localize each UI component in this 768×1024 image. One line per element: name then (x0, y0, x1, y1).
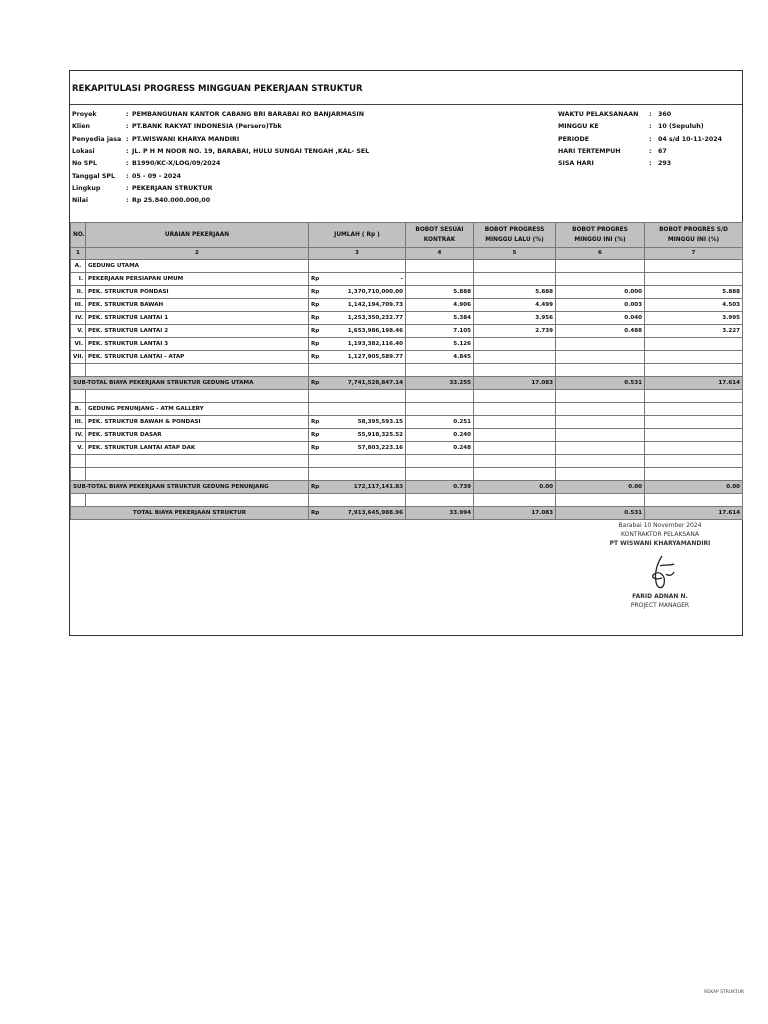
row-number: IV. (71, 312, 86, 325)
row-number: III. (71, 416, 86, 429)
sign-position: PROJECT MANAGER (630, 602, 690, 609)
bobot-lalu: 17.083 (474, 507, 556, 520)
empty-cell (474, 260, 556, 273)
amount-cell (309, 481, 406, 494)
info-value: 360 (658, 111, 672, 118)
empty-cell (86, 468, 309, 481)
table-row (71, 455, 743, 468)
signature-block (590, 521, 730, 610)
info-value: JL. P H M NOOR NO. 19, BARABAI, HULU SUNGAI TENGAH ,KAL- SEL (132, 147, 370, 155)
progress-table (70, 222, 743, 520)
header-bobot-sd: BOBOT PROGRES S/D MINGGU INI (%) (645, 223, 743, 248)
bobot-ini: 0.003 (556, 299, 645, 312)
report-title: REKAPITULASI PROGRESS MINGGUAN PEKERJAAN STRUKTUR (70, 71, 742, 105)
amount-value: 55,918,325.52 (357, 431, 403, 438)
info-value: 04 s/d 10-11-2024 (658, 135, 722, 143)
table-row (71, 260, 743, 273)
bobot-ini (556, 416, 645, 429)
row-name: PEK. STRUKTUR LANTAI 2 (86, 325, 309, 338)
bobot-sd: 5.888 (645, 286, 743, 299)
info-key: No SPL (72, 160, 97, 168)
table-row (71, 312, 743, 325)
empty-cell (556, 403, 645, 416)
empty-cell (474, 455, 556, 468)
empty-cell (645, 455, 743, 468)
empty-cell (309, 455, 406, 468)
info-key: Lokasi (72, 147, 95, 155)
table-row (71, 507, 743, 520)
empty-cell (406, 260, 474, 273)
table-row (71, 248, 743, 260)
currency-label: Rp (311, 301, 320, 308)
amount-cell (309, 325, 406, 338)
info-row (72, 185, 522, 196)
bobot-lalu (474, 338, 556, 351)
info-row (558, 160, 738, 171)
empty-cell (71, 390, 86, 403)
amount-value: 58,395,593.15 (357, 418, 403, 425)
row-name: PEK. STRUKTUR LANTAI 3 (86, 338, 309, 351)
amount-cell (309, 442, 406, 455)
section-label: GEDUNG UTAMA (86, 260, 309, 273)
info-value: Rp 25.840.000.000,00 (132, 197, 211, 205)
bobot-ini: 0.040 (556, 312, 645, 325)
row-number: V. (71, 442, 86, 455)
row-name: PEK. STRUKTUR PONDASI (86, 286, 309, 299)
empty-cell (86, 494, 309, 507)
section-label: GEDUNG PENUNJANG - ATM GALLERY (86, 403, 309, 416)
bobot-lalu: 17.083 (474, 377, 556, 390)
currency-label: Rp (311, 444, 320, 451)
bobot-sd (645, 442, 743, 455)
empty-cell (309, 494, 406, 507)
row-number: I. (71, 273, 86, 286)
info-colon: : (126, 160, 129, 168)
bobot-lalu: 4.499 (474, 299, 556, 312)
table-row (71, 338, 743, 351)
header-no: NO. (71, 223, 86, 248)
table-row (71, 429, 743, 442)
info-row (72, 111, 522, 122)
row-number: V. (71, 325, 86, 338)
bobot-ini: 0.531 (556, 507, 645, 520)
empty-cell (645, 403, 743, 416)
sign-place-date: Barabai 10 November 2024 (618, 522, 702, 529)
bobot-lalu (474, 429, 556, 442)
bobot-lalu (474, 273, 556, 286)
subtotal-label: SUB-TOTAL BIAYA PEKERJAAN STRUKTUR GEDUNG PENUNJANG (71, 481, 309, 494)
info-colon: : (649, 135, 652, 143)
empty-cell (474, 494, 556, 507)
row-name: PEK. STRUKTUR LANTAI 1 (86, 312, 309, 325)
empty-cell (406, 455, 474, 468)
bobot-sd (645, 338, 743, 351)
row-name: PEK. STRUKTUR LANTAI ATAP DAK (86, 442, 309, 455)
row-number: VII. (71, 351, 86, 364)
empty-cell (556, 364, 645, 377)
empty-cell (474, 403, 556, 416)
header-uraian: URAIAN PEKERJAAN (86, 223, 309, 248)
info-value: PEMBANGUNAN KANTOR CABANG BRI BARABAI RO BANJARMASIN (132, 111, 364, 118)
bobot-kontrak: 5.384 (406, 312, 474, 325)
amount-cell (309, 377, 406, 390)
info-row (72, 197, 522, 208)
bobot-ini: 0.488 (556, 325, 645, 338)
info-key: MINGGU KE (558, 123, 599, 131)
info-row (72, 136, 522, 147)
table-row (71, 416, 743, 429)
amount-value: 1,253,350,232.77 (347, 314, 403, 321)
subtotal-label: TOTAL BIAYA PEKERJAAN STRUKTUR (71, 507, 309, 520)
amount-value: 1,193,382,116.40 (347, 340, 403, 347)
empty-cell (556, 468, 645, 481)
empty-cell (556, 260, 645, 273)
bobot-lalu (474, 351, 556, 364)
info-row (72, 123, 522, 134)
info-key: Proyek (72, 111, 97, 118)
info-key: Tanggal SPL (72, 172, 115, 180)
amount-value: 172,117,141.83 (353, 483, 403, 490)
info-colon: : (649, 160, 652, 168)
bobot-ini (556, 338, 645, 351)
row-name: PEK. STRUKTUR LANTAI - ATAP (86, 351, 309, 364)
column-number: 6 (556, 248, 645, 260)
amount-cell (309, 351, 406, 364)
bobot-lalu: 3.956 (474, 312, 556, 325)
bobot-kontrak: 4.845 (406, 351, 474, 364)
bobot-sd (645, 351, 743, 364)
bobot-kontrak: 0.248 (406, 442, 474, 455)
row-number: III. (71, 299, 86, 312)
info-key: PERIODE (558, 135, 589, 143)
table-row (71, 494, 743, 507)
bobot-sd: 3.995 (645, 312, 743, 325)
info-colon: : (126, 197, 129, 205)
bobot-lalu (474, 416, 556, 429)
currency-label: Rp (311, 379, 320, 386)
amount-value: 1,653,986,198.46 (347, 327, 403, 334)
column-number: 5 (474, 248, 556, 260)
table-row (71, 364, 743, 377)
info-row (558, 136, 738, 147)
bobot-ini: 0.000 (556, 286, 645, 299)
empty-cell (474, 468, 556, 481)
info-colon: : (649, 147, 652, 155)
table-row (71, 481, 743, 494)
info-colon: : (649, 123, 652, 131)
info-key: SISA HARI (558, 160, 594, 168)
info-value: B1990/KC-X/LOG/09/2024 (132, 160, 221, 168)
amount-cell (309, 286, 406, 299)
header-bobot-ini: BOBOT PROGRES MINGGU INI (%) (556, 223, 645, 248)
handwritten-signature (640, 552, 680, 592)
table-row (71, 351, 743, 364)
info-value: PEKERJAAN STRUKTUR (132, 184, 213, 192)
info-row (72, 173, 522, 184)
bobot-sd: 17.614 (645, 377, 743, 390)
empty-cell (406, 494, 474, 507)
report-sheet (69, 70, 743, 636)
table-row (71, 442, 743, 455)
info-value: 67 (658, 147, 667, 155)
empty-cell (309, 260, 406, 273)
empty-cell (645, 494, 743, 507)
empty-cell (309, 364, 406, 377)
bobot-ini (556, 442, 645, 455)
section-no: A. (71, 260, 86, 273)
amount-value: - (400, 275, 403, 282)
row-name: PEK. STRUKTUR BAWAH (86, 299, 309, 312)
amount-cell (309, 273, 406, 286)
amount-value: 1,127,905,589.77 (347, 353, 403, 360)
empty-cell (309, 468, 406, 481)
bobot-lalu: 2.739 (474, 325, 556, 338)
empty-cell (645, 364, 743, 377)
header-bobot-lalu: BOBOT PROGRESS MINGGU LALU (%) (474, 223, 556, 248)
currency-label: Rp (311, 314, 320, 321)
bobot-kontrak (406, 273, 474, 286)
table-row (71, 390, 743, 403)
column-number: 1 (71, 248, 86, 260)
info-colon: : (126, 135, 129, 143)
bobot-kontrak: 0.739 (406, 481, 474, 494)
info-row (558, 148, 738, 159)
info-value: 10 (Sepuluh) (658, 123, 704, 131)
column-number: 2 (86, 248, 309, 260)
info-key: Penyedia jasa (72, 135, 122, 143)
empty-cell (71, 468, 86, 481)
bobot-sd: 4.503 (645, 299, 743, 312)
column-number: 3 (309, 248, 406, 260)
info-colon: : (649, 111, 652, 118)
header-bobot-kontrak: BOBOT SESUAI KONTRAK (406, 223, 474, 248)
table-row (71, 325, 743, 338)
bobot-kontrak: 5.126 (406, 338, 474, 351)
amount-cell (309, 338, 406, 351)
info-value: 293 (658, 160, 672, 168)
bobot-lalu: 5.888 (474, 286, 556, 299)
bobot-kontrak: 0.251 (406, 416, 474, 429)
empty-cell (86, 390, 309, 403)
table-row (71, 403, 743, 416)
project-info-left (72, 111, 522, 221)
empty-cell (556, 455, 645, 468)
bobot-ini: 0.00 (556, 481, 645, 494)
currency-label: Rp (311, 483, 320, 490)
header-jumlah: JUMLAH ( Rp ) (309, 223, 406, 248)
currency-label: Rp (311, 509, 320, 516)
empty-cell (474, 390, 556, 403)
table-row (71, 286, 743, 299)
info-key: WAKTU PELAKSANAAN (558, 111, 639, 118)
table-row (71, 377, 743, 390)
bobot-kontrak: 4.906 (406, 299, 474, 312)
currency-label: Rp (311, 340, 320, 347)
amount-cell (309, 507, 406, 520)
amount-value: 1,142,194,709.73 (347, 301, 403, 308)
empty-cell (556, 494, 645, 507)
amount-value: 57,803,223.16 (357, 444, 403, 451)
row-name: PEK. STRUKTUR DASAR (86, 429, 309, 442)
footer-label: REKAP STRUKTUR (704, 990, 744, 995)
info-value: 05 - 09 - 2024 (132, 172, 182, 180)
bobot-kontrak: 33.255 (406, 377, 474, 390)
bobot-sd: 0.00 (645, 481, 743, 494)
currency-label: Rp (311, 275, 320, 282)
empty-cell (645, 468, 743, 481)
info-colon: : (126, 147, 129, 155)
info-colon: : (126, 172, 129, 180)
info-row (558, 111, 738, 122)
bobot-sd: 17.614 (645, 507, 743, 520)
empty-cell (406, 364, 474, 377)
info-row (72, 160, 522, 171)
info-key: HARI TERTEMPUH (558, 147, 621, 155)
row-number: VI. (71, 338, 86, 351)
amount-value: 7,913,645,988.96 (347, 509, 403, 516)
sign-company: PT WISWANI KHARYAMANDIRI (609, 540, 711, 547)
row-number: IV. (71, 429, 86, 442)
column-number: 7 (645, 248, 743, 260)
empty-cell (645, 390, 743, 403)
sign-role: KONTRAKTOR PELAKSANA (621, 531, 699, 538)
info-colon: : (126, 123, 129, 131)
currency-label: Rp (311, 327, 320, 334)
empty-cell (406, 403, 474, 416)
amount-cell (309, 299, 406, 312)
info-value: PT.BANK RAKYAT INDONESIA (Persero)Tbk (132, 123, 282, 131)
row-number: II. (71, 286, 86, 299)
empty-cell (309, 403, 406, 416)
empty-cell (71, 494, 86, 507)
project-info-right (558, 111, 738, 181)
info-key: Nilai (72, 197, 88, 205)
currency-label: Rp (311, 431, 320, 438)
bobot-kontrak: 0.240 (406, 429, 474, 442)
amount-value: 1,370,710,000.00 (347, 288, 403, 295)
bobot-sd (645, 273, 743, 286)
bobot-sd (645, 429, 743, 442)
currency-label: Rp (311, 418, 320, 425)
bobot-lalu (474, 442, 556, 455)
bobot-ini (556, 429, 645, 442)
empty-cell (474, 364, 556, 377)
info-row (72, 148, 522, 159)
amount-cell (309, 429, 406, 442)
bobot-sd (645, 416, 743, 429)
info-row (558, 123, 738, 134)
table-row (71, 468, 743, 481)
empty-cell (71, 455, 86, 468)
empty-cell (406, 468, 474, 481)
table-row (71, 273, 743, 286)
empty-cell (309, 390, 406, 403)
bobot-lalu: 0.00 (474, 481, 556, 494)
bobot-ini (556, 351, 645, 364)
row-name: PEKERJAAN PERSIAPAN UMUM (86, 273, 309, 286)
section-no: B. (71, 403, 86, 416)
empty-cell (86, 364, 309, 377)
empty-cell (71, 364, 86, 377)
amount-value: 7,741,528,847.14 (347, 379, 403, 386)
table-row (71, 299, 743, 312)
currency-label: Rp (311, 288, 320, 295)
info-colon: : (126, 111, 129, 118)
currency-label: Rp (311, 353, 320, 360)
info-key: Lingkup (72, 184, 101, 192)
column-number: 4 (406, 248, 474, 260)
row-name: PEK. STRUKTUR BAWAH & PONDASI (86, 416, 309, 429)
empty-cell (645, 260, 743, 273)
info-key: Klien (72, 123, 90, 131)
amount-cell (309, 416, 406, 429)
bobot-ini: 0.531 (556, 377, 645, 390)
info-value: PT.WISWANI KHARYA MANDIRI (132, 135, 240, 143)
info-colon: : (126, 184, 129, 192)
bobot-kontrak: 7.105 (406, 325, 474, 338)
bobot-ini (556, 273, 645, 286)
empty-cell (406, 390, 474, 403)
amount-cell (309, 312, 406, 325)
empty-cell (86, 455, 309, 468)
bobot-sd: 3.227 (645, 325, 743, 338)
sign-name: FARID ADNAN N. (632, 593, 688, 600)
empty-cell (556, 390, 645, 403)
bobot-kontrak: 5.888 (406, 286, 474, 299)
subtotal-label: SUB-TOTAL BIAYA PEKERJAAN STRUKTUR GEDUNG UTAMA (71, 377, 309, 390)
bobot-kontrak: 33.994 (406, 507, 474, 520)
